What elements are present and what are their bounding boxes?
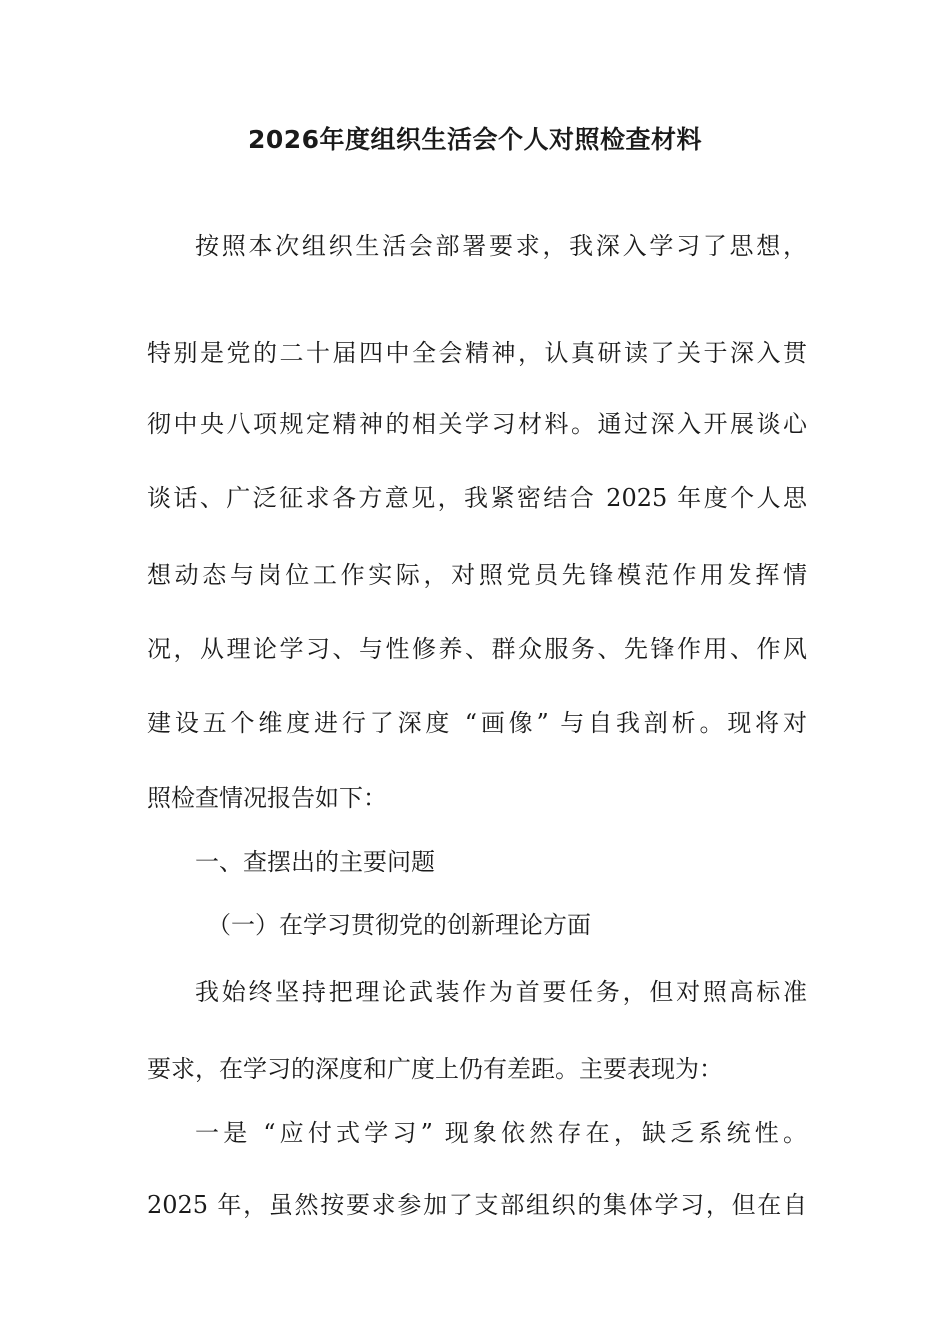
paragraph-line: 要求，在学习的深度和广度上仍有差距。主要表现为： (147, 1055, 723, 1083)
paragraph-line: 我始终坚持把理论武装作为首要任务，但对照高标准 (195, 978, 807, 1006)
subsection-heading: （一）在学习贯彻党的创新理论方面 (207, 911, 591, 939)
paragraph-line: 特别是党的二十届四中全会精神，认真研读了关于深入贯 (147, 339, 807, 367)
section-heading: 一、查摆出的主要问题 (195, 848, 435, 876)
paragraph-line: 2025 年，虽然按要求参加了支部组织的集体学习，但在自 (147, 1191, 807, 1219)
paragraph-line: 按照本次组织生活会部署要求，我深入学习了思想， (195, 232, 807, 260)
paragraph-line: 况，从理论学习、与性修养、群众服务、先锋作用、作风 (147, 635, 807, 663)
document-title: 2026年度组织生活会个人对照检查材料 (247, 125, 703, 154)
paragraph-line: 建设五个维度进行了深度 “画像” 与自我剖析。现将对 (147, 709, 807, 737)
paragraph-line: 照检查情况报告如下： (147, 784, 387, 812)
paragraph-line: 一是 “应付式学习” 现象依然存在，缺乏系统性。 (195, 1119, 807, 1147)
paragraph-line: 想动态与岗位工作实际，对照党员先锋模范作用发挥情 (147, 561, 807, 589)
paragraph-line: 彻中央八项规定精神的相关学习材料。通过深入开展谈心 (147, 410, 807, 438)
paragraph-line: 谈话、广泛征求各方意见，我紧密结合 2025 年度个人思 (147, 484, 807, 512)
